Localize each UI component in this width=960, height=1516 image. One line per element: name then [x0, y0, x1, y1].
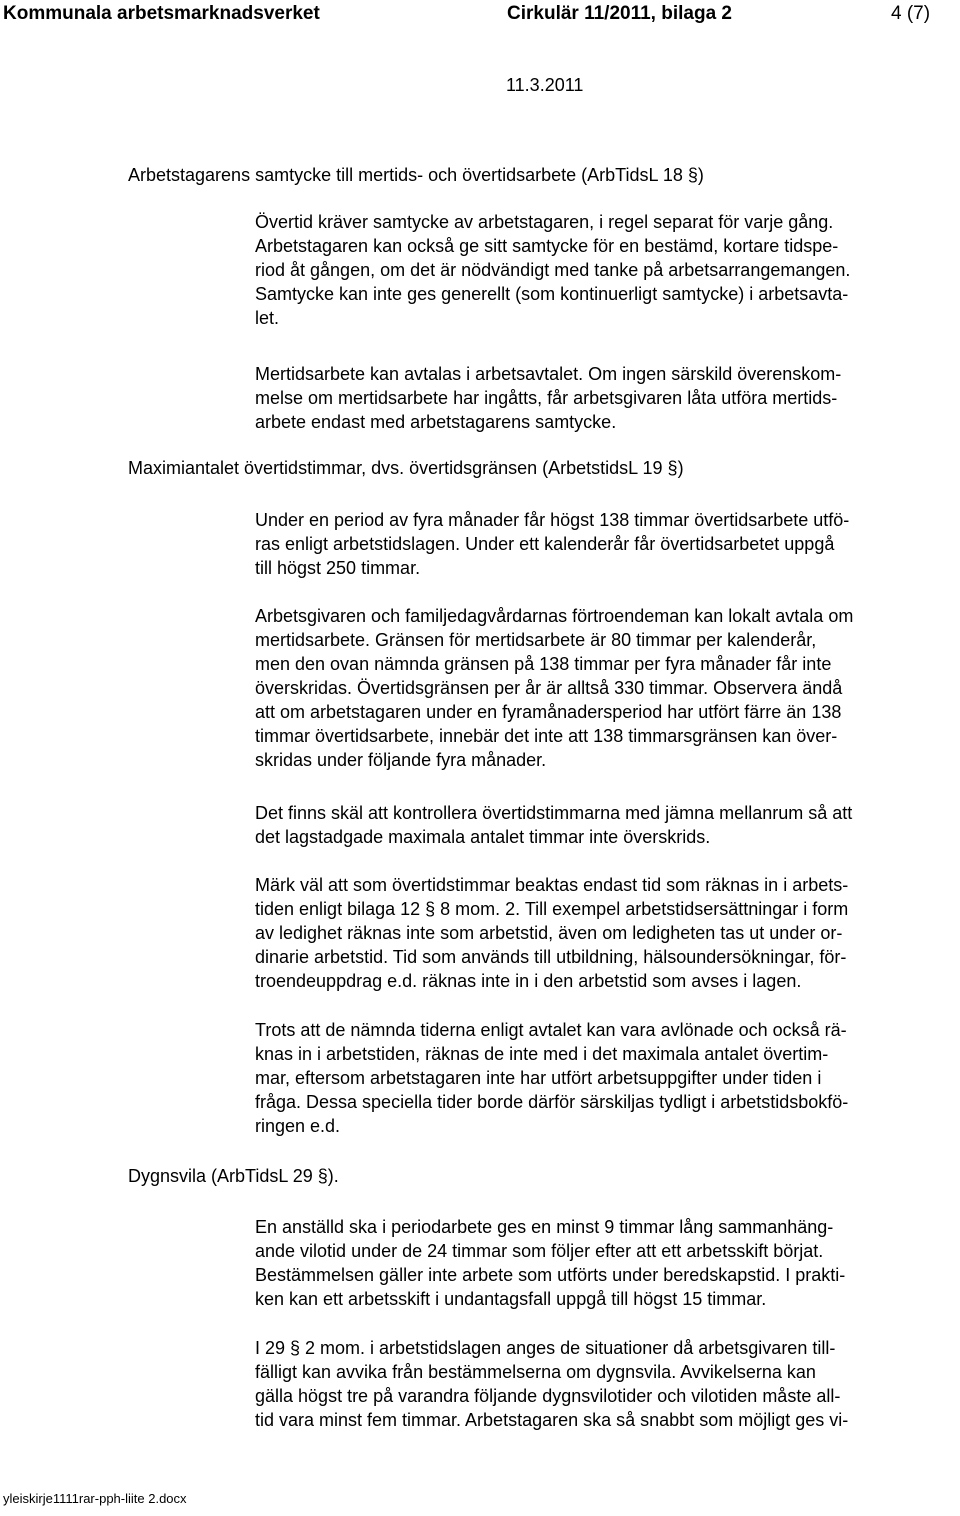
text-line: let. — [255, 308, 280, 328]
text-line: överskridas. Övertidsgränsen per år är alltså 330 timmar. Observera ändå — [255, 678, 843, 698]
text-line: Märk väl att som övertidstimmar beaktas endast tid som räknas in i arbets- — [255, 875, 849, 895]
text-line: troendeuppdrag e.d. räknas inte in i den arbetstid som avses i lagen. — [255, 971, 802, 991]
paragraph — [255, 873, 960, 993]
text-line: mar, eftersom arbetstagaren inte har utfört arbetsuppgifter under tiden i — [255, 1068, 822, 1088]
text-line: I 29 § 2 mom. i arbetstidslagen anges de situationer då arbetsgivaren till- — [255, 1338, 836, 1358]
header-circular: Cirkulär 11/2011, bilaga 2 — [507, 3, 732, 24]
text-line: Under en period av fyra månader får högst 138 timmar övertidsarbete utfö- — [255, 510, 850, 530]
paragraph — [255, 508, 960, 580]
text-line: tid vara minst fem timmar. Arbetstagaren ska så snabbt som möjligt ges vi- — [255, 1410, 849, 1430]
text-line: ande vilotid under de 24 timmar som följer efter att ett arbetsskift börjat. — [255, 1241, 824, 1261]
header-date: 11.3.2011 — [506, 75, 584, 95]
text-line: Trots att de nämnda tiderna enligt avtalet kan vara avlönade och också rä- — [255, 1020, 847, 1040]
paragraph — [255, 604, 960, 772]
section-heading-daily-rest: Dygnsvila (ArbTidsL 29 §). — [128, 1166, 339, 1186]
text-line: det lagstadgade maximala antalet timmar inte överskrids. — [255, 827, 711, 847]
text-line: Bestämmelsen gäller inte arbete som utförts under beredskapstid. I prakti- — [255, 1265, 846, 1285]
text-line: melse om mertidsarbete har ingåtts, får arbetsgivaren låta utföra mertids- — [255, 388, 838, 408]
paragraph — [255, 1336, 960, 1432]
text-line: ras enligt arbetstidslagen. Under ett kalenderår får övertidsarbetet uppgå — [255, 534, 835, 554]
text-line: Mertidsarbete kan avtalas i arbetsavtalet. Om ingen särskild överenskom- — [255, 364, 842, 384]
text-line: fråga. Dessa speciella tider borde därför särskiljas tydligt i arbetstidsbokfö- — [255, 1092, 849, 1112]
text-line: mertidsarbete. Gränsen för mertidsarbete är 80 timmar per kalenderår, — [255, 630, 817, 650]
text-line: Övertid kräver samtycke av arbetstagaren, i regel separat för varje gång. — [255, 212, 834, 232]
text-line: men den ovan nämnda gränsen på 138 timmar per fyra månader får inte — [255, 654, 832, 674]
text-line: av ledighet räknas inte som arbetstid, även om ledigheten tas ut under or- — [255, 923, 843, 943]
text-line: gälla högst tre på varandra följande dygnsvilotider och vilotiden måste all- — [255, 1386, 841, 1406]
text-line: En anställd ska i periodarbete ges en minst 9 timmar lång sammanhäng- — [255, 1217, 834, 1237]
text-line: Arbetstagaren kan också ge sitt samtycke för en bestämd, kortare tidspe- — [255, 236, 839, 256]
text-line: knas in i arbetstiden, räknas de inte med i det maximala antalet övertim- — [255, 1044, 829, 1064]
text-line: ken kan ett arbetsskift i undantagsfall uppgå till högst 15 timmar. — [255, 1289, 767, 1309]
text-line: ringen e.d. — [255, 1116, 341, 1136]
paragraph — [255, 1215, 960, 1311]
section-heading-consent: Arbetstagarens samtycke till mertids- och övertidsarbete (ArbTidsL 18 §) — [128, 165, 704, 185]
paragraph — [255, 1018, 960, 1138]
text-line: Arbetsgivaren och familjedagvårdarnas förtroendeman kan lokalt avtala om — [255, 606, 854, 626]
text-line: arbete endast med arbetstagarens samtycke. — [255, 412, 617, 432]
text-line: riod åt gången, om det är nödvändigt med tanke på arbetsarrangemangen. — [255, 260, 851, 280]
text-line: timmar övertidsarbete, innebär det inte att 138 timmarsgränsen kan över- — [255, 726, 838, 746]
paragraph — [255, 210, 960, 330]
text-line: till högst 250 timmar. — [255, 558, 421, 578]
header-org: Kommunala arbetsmarknadsverket — [3, 3, 320, 24]
text-line: tiden enligt bilaga 12 § 8 mom. 2. Till exempel arbetstidsersättningar i form — [255, 899, 849, 919]
text-line: att om arbetstagaren under en fyramånadersperiod har utfört färre än 138 — [255, 702, 842, 722]
paragraph — [255, 362, 960, 434]
footer-filename: yleiskirje1111rar-pph-liite 2.docx — [3, 1491, 187, 1506]
text-line: fälligt kan avvika från bestämmelserna om dygnsvila. Avvikelserna kan — [255, 1362, 816, 1382]
text-line: Samtycke kan inte ges generellt (som kontinuerligt samtycke) i arbetsavta- — [255, 284, 849, 304]
header-page-number: 4 (7) — [891, 3, 931, 24]
section-heading-max-overtime: Maximiantalet övertidstimmar, dvs. övertidsgränsen (ArbetstidsL 19 §) — [128, 458, 684, 478]
text-line: dinarie arbetstid. Tid som används till utbildning, hälsoundersökningar, för- — [255, 947, 847, 967]
text-line: Det finns skäl att kontrollera övertidstimmarna med jämna mellanrum så att — [255, 803, 853, 823]
paragraph — [255, 801, 960, 849]
text-line: skridas under följande fyra månader. — [255, 750, 547, 770]
